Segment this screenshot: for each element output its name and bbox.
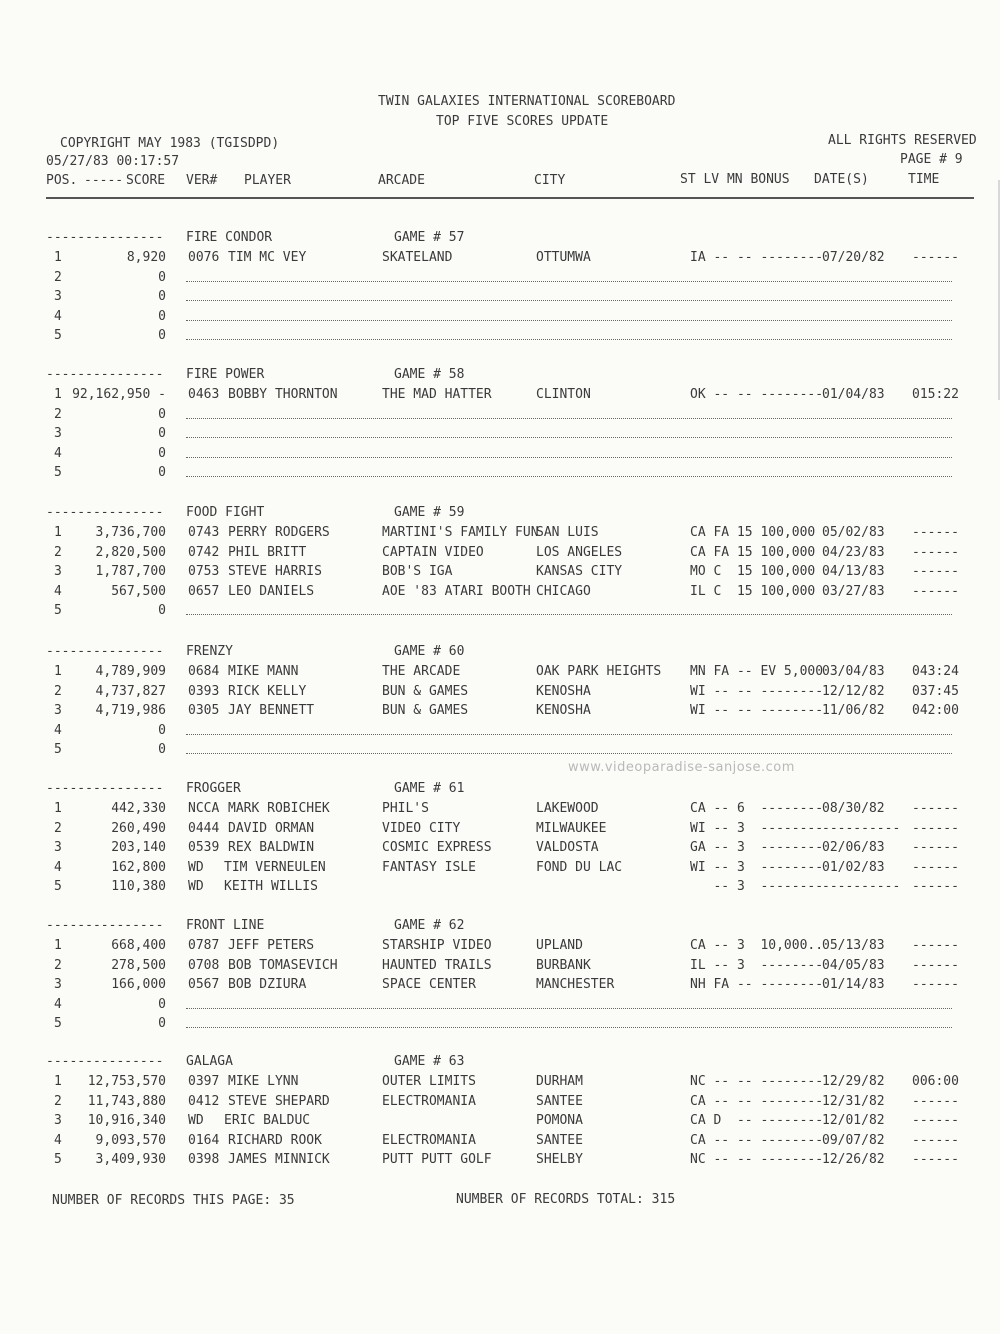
empty-row-leader bbox=[186, 1008, 952, 1009]
row-version: 0076 bbox=[188, 250, 220, 265]
row-city: CLINTON bbox=[536, 387, 591, 402]
row-time: ------ bbox=[912, 564, 959, 579]
section-dashes: --------------- bbox=[46, 230, 164, 245]
row-arcade: ELECTROMANIA bbox=[382, 1133, 476, 1148]
row-score: 0 bbox=[158, 446, 166, 461]
row-city: MANCHESTER bbox=[536, 977, 615, 992]
col-score: SCORE bbox=[126, 173, 166, 188]
records-this-page: NUMBER OF RECORDS THIS PAGE: 35 bbox=[52, 1193, 295, 1208]
row-time: 042:00 bbox=[912, 703, 959, 718]
row-time: ------ bbox=[912, 977, 959, 992]
row-time: 037:45 bbox=[912, 684, 959, 699]
row-arcade: ELECTROMANIA bbox=[382, 1094, 476, 1109]
row-player: BOB TOMASEVICH bbox=[228, 958, 338, 973]
row-state-level-bonus: IA -- -- -------- bbox=[690, 250, 824, 265]
report-title: TWIN GALAXIES INTERNATIONAL SCOREBOARD bbox=[378, 94, 676, 109]
empty-row-leader bbox=[186, 1027, 952, 1028]
row-position: 1 bbox=[54, 250, 62, 265]
row-date: 09/07/82 bbox=[822, 1133, 885, 1148]
row-position: 1 bbox=[54, 664, 62, 679]
row-score: 0 bbox=[158, 426, 166, 441]
row-position: 3 bbox=[54, 426, 62, 441]
row-score: 4,737,827 bbox=[95, 684, 166, 699]
row-state-level-bonus: MN FA -- EV 5,000 bbox=[690, 664, 824, 679]
col-pos: POS. bbox=[46, 173, 78, 188]
row-position: 4 bbox=[54, 446, 62, 461]
row-date: 12/01/82 bbox=[822, 1113, 885, 1128]
row-score: 0 bbox=[158, 309, 166, 324]
row-date: 12/12/82 bbox=[822, 684, 885, 699]
row-version: 0412 bbox=[188, 1094, 220, 1109]
row-date: 02/06/83 bbox=[822, 840, 885, 855]
row-version: 0753 bbox=[188, 564, 220, 579]
row-position: 2 bbox=[54, 270, 62, 285]
section-dashes: --------------- bbox=[46, 1054, 164, 1069]
row-position: 4 bbox=[54, 860, 62, 875]
row-arcade: BUN & GAMES bbox=[382, 684, 469, 699]
row-score: 0 bbox=[158, 465, 166, 480]
row-arcade: THE MAD HATTER bbox=[382, 387, 492, 402]
row-date: 12/31/82 bbox=[822, 1094, 885, 1109]
empty-row-leader bbox=[186, 300, 952, 301]
row-state-level-bonus: CA D -- -------- bbox=[690, 1113, 824, 1128]
row-arcade: OUTER LIMITS bbox=[382, 1074, 476, 1089]
row-score: 10,916,340 bbox=[87, 1113, 166, 1128]
row-position: 2 bbox=[54, 1094, 62, 1109]
row-date: ---------- bbox=[822, 821, 901, 836]
row-date: 04/23/83 bbox=[822, 545, 885, 560]
row-time: ------ bbox=[912, 250, 959, 265]
row-version: 0393 bbox=[188, 684, 220, 699]
row-time: ------ bbox=[912, 879, 959, 894]
row-position: 3 bbox=[54, 977, 62, 992]
row-score: 0 bbox=[158, 289, 166, 304]
section-dashes: --------------- bbox=[46, 505, 164, 520]
col-arcade: ARCADE bbox=[378, 173, 425, 188]
empty-row-leader bbox=[186, 734, 952, 735]
row-position: 2 bbox=[54, 958, 62, 973]
row-state-level-bonus: CA -- -- -------- bbox=[690, 1094, 824, 1109]
row-position: 1 bbox=[54, 387, 62, 402]
row-score: 0 bbox=[158, 270, 166, 285]
row-player: TIM MC VEY bbox=[228, 250, 307, 265]
row-position: 1 bbox=[54, 938, 62, 953]
row-city: UPLAND bbox=[536, 938, 583, 953]
empty-row-leader bbox=[186, 320, 952, 321]
copyright-line: COPYRIGHT MAY 1983 (TGISDPD) bbox=[60, 136, 280, 151]
empty-row-leader bbox=[186, 339, 952, 340]
row-time: 006:00 bbox=[912, 1074, 959, 1089]
row-time: ------ bbox=[912, 545, 959, 560]
row-position: 5 bbox=[54, 328, 62, 343]
row-version: WD bbox=[188, 860, 204, 875]
row-position: 3 bbox=[54, 840, 62, 855]
row-version: WD bbox=[188, 1113, 204, 1128]
row-position: 4 bbox=[54, 723, 62, 738]
row-score: 0 bbox=[158, 1016, 166, 1031]
row-time: ------ bbox=[912, 1152, 959, 1167]
row-arcade: FANTASY ISLE bbox=[382, 860, 476, 875]
row-player: RICHARD ROOK bbox=[228, 1133, 322, 1148]
game-title: FROGGER bbox=[186, 781, 241, 796]
row-position: 5 bbox=[54, 742, 62, 757]
row-player: RICK KELLY bbox=[228, 684, 307, 699]
row-version: WD bbox=[188, 879, 204, 894]
row-state-level-bonus: MO C 15 100,000 bbox=[690, 564, 816, 579]
row-arcade: BUN & GAMES bbox=[382, 703, 469, 718]
game-number: GAME # 60 bbox=[394, 644, 465, 659]
row-position: 1 bbox=[54, 801, 62, 816]
row-arcade: BOB'S IGA bbox=[382, 564, 453, 579]
row-city: FOND DU LAC bbox=[536, 860, 623, 875]
row-state-level-bonus: WI -- 3 -------- bbox=[690, 821, 824, 836]
row-player: PHIL BRITT bbox=[228, 545, 307, 560]
empty-row-leader bbox=[186, 457, 952, 458]
row-score: 1,787,700 bbox=[95, 564, 166, 579]
row-position: 2 bbox=[54, 545, 62, 560]
row-time: ------ bbox=[912, 1133, 959, 1148]
row-time: 015:22 bbox=[912, 387, 959, 402]
section-dashes: --------------- bbox=[46, 367, 164, 382]
row-state-level-bonus: IL C 15 100,000 bbox=[690, 584, 816, 599]
row-date: 03/27/83 bbox=[822, 584, 885, 599]
row-state-level-bonus: NH FA -- -------- bbox=[690, 977, 824, 992]
row-position: 5 bbox=[54, 1016, 62, 1031]
section-dashes: --------------- bbox=[46, 781, 164, 796]
row-position: 3 bbox=[54, 1113, 62, 1128]
row-arcade: MARTINI'S FAMILY FUN bbox=[382, 525, 539, 540]
row-arcade: AOE '83 ATARI BOOTH bbox=[382, 584, 531, 599]
game-number: GAME # 62 bbox=[394, 918, 465, 933]
row-city: LAKEWOOD bbox=[536, 801, 599, 816]
row-time: ------ bbox=[912, 958, 959, 973]
row-position: 5 bbox=[54, 1152, 62, 1167]
row-player: ERIC BALDUC bbox=[224, 1113, 311, 1128]
game-title: FRENZY bbox=[186, 644, 233, 659]
empty-row-leader bbox=[186, 753, 952, 754]
row-score: 0 bbox=[158, 742, 166, 757]
row-player: LEO DANIELS bbox=[228, 584, 315, 599]
row-city: POMONA bbox=[536, 1113, 583, 1128]
row-date: 04/13/83 bbox=[822, 564, 885, 579]
row-version: 0397 bbox=[188, 1074, 220, 1089]
page-number: PAGE # 9 bbox=[900, 152, 963, 167]
game-title: FRONT LINE bbox=[186, 918, 265, 933]
row-version: 0305 bbox=[188, 703, 220, 718]
row-score: 0 bbox=[158, 328, 166, 343]
row-score: 442,330 bbox=[111, 801, 166, 816]
row-score: 166,000 bbox=[111, 977, 166, 992]
row-version: 0708 bbox=[188, 958, 220, 973]
row-score: 278,500 bbox=[111, 958, 166, 973]
row-player: STEVE SHEPARD bbox=[228, 1094, 330, 1109]
row-city: OTTUMWA bbox=[536, 250, 591, 265]
row-score: 12,753,570 bbox=[87, 1074, 166, 1089]
row-city: DURHAM bbox=[536, 1074, 583, 1089]
row-arcade: HAUNTED TRAILS bbox=[382, 958, 492, 973]
col-dashes: ----- bbox=[84, 173, 124, 188]
row-version: 0463 bbox=[188, 387, 220, 402]
row-state-level-bonus: NC -- -- -------- bbox=[690, 1152, 824, 1167]
row-arcade: PHIL'S bbox=[382, 801, 429, 816]
col-st: ST LV MN BONUS bbox=[680, 172, 790, 187]
row-score: 9,093,570 bbox=[95, 1133, 166, 1148]
row-city: SANTEE bbox=[536, 1133, 583, 1148]
row-position: 1 bbox=[54, 1074, 62, 1089]
col-player: PLAYER bbox=[244, 173, 291, 188]
row-score: 203,140 bbox=[111, 840, 166, 855]
row-date: 07/20/82 bbox=[822, 250, 885, 265]
row-city: KANSAS CITY bbox=[536, 564, 623, 579]
row-position: 2 bbox=[54, 407, 62, 422]
row-time: ------ bbox=[912, 860, 959, 875]
section-dashes: --------------- bbox=[46, 644, 164, 659]
row-version: 0742 bbox=[188, 545, 220, 560]
row-state-level-bonus: WI -- -- -------- bbox=[690, 703, 824, 718]
row-position: 2 bbox=[54, 821, 62, 836]
row-position: 5 bbox=[54, 879, 62, 894]
row-state-level-bonus: IL -- 3 -------- bbox=[690, 958, 824, 973]
col-time: TIME bbox=[908, 172, 940, 187]
row-version: 0164 bbox=[188, 1133, 220, 1148]
row-position: 4 bbox=[54, 1133, 62, 1148]
row-score: 668,400 bbox=[111, 938, 166, 953]
game-number: GAME # 57 bbox=[394, 230, 465, 245]
row-state-level-bonus: OK -- -- -------- bbox=[690, 387, 824, 402]
row-player: BOB DZIURA bbox=[228, 977, 307, 992]
row-player: JEFF PETERS bbox=[228, 938, 315, 953]
empty-row-leader bbox=[186, 614, 952, 615]
row-time: 043:24 bbox=[912, 664, 959, 679]
row-date: 08/30/82 bbox=[822, 801, 885, 816]
empty-row-leader bbox=[186, 476, 952, 477]
watermark: www.videoparadise-sanjose.com bbox=[568, 760, 795, 775]
row-city: CHICAGO bbox=[536, 584, 591, 599]
row-position: 4 bbox=[54, 309, 62, 324]
game-number: GAME # 63 bbox=[394, 1054, 465, 1069]
row-position: 5 bbox=[54, 603, 62, 618]
row-date: 01/04/83 bbox=[822, 387, 885, 402]
row-date: 04/05/83 bbox=[822, 958, 885, 973]
row-date: 11/06/82 bbox=[822, 703, 885, 718]
row-state-level-bonus: CA FA 15 100,000 bbox=[690, 545, 816, 560]
row-city: BURBANK bbox=[536, 958, 591, 973]
row-score: 110,380 bbox=[111, 879, 166, 894]
row-player: MARK ROBICHEK bbox=[228, 801, 330, 816]
col-city: CITY bbox=[534, 173, 566, 188]
row-city: SAN LUIS bbox=[536, 525, 599, 540]
row-version: 0684 bbox=[188, 664, 220, 679]
header-rule bbox=[46, 197, 974, 199]
row-score: 0 bbox=[158, 997, 166, 1012]
row-date: 05/02/83 bbox=[822, 525, 885, 540]
row-time: ------ bbox=[912, 840, 959, 855]
row-version: 0657 bbox=[188, 584, 220, 599]
row-position: 3 bbox=[54, 289, 62, 304]
row-city: VALDOSTA bbox=[536, 840, 599, 855]
row-player: JAY BENNETT bbox=[228, 703, 315, 718]
row-time: ------ bbox=[912, 584, 959, 599]
row-version: 0398 bbox=[188, 1152, 220, 1167]
game-number: GAME # 61 bbox=[394, 781, 465, 796]
row-state-level-bonus: NC -- -- -------- bbox=[690, 1074, 824, 1089]
row-arcade: CAPTAIN VIDEO bbox=[382, 545, 484, 560]
row-position: 1 bbox=[54, 525, 62, 540]
row-arcade: SPACE CENTER bbox=[382, 977, 476, 992]
row-score: 8,920 bbox=[126, 250, 166, 265]
row-city: KENOSHA bbox=[536, 684, 591, 699]
row-date: 01/02/83 bbox=[822, 860, 885, 875]
row-city: LOS ANGELES bbox=[536, 545, 623, 560]
row-state-level-bonus: GA -- 3 -------- bbox=[690, 840, 824, 855]
row-score: 2,820,500 bbox=[95, 545, 166, 560]
game-number: GAME # 58 bbox=[394, 367, 465, 382]
row-city: SANTEE bbox=[536, 1094, 583, 1109]
row-player: TIM VERNEULEN bbox=[224, 860, 326, 875]
row-date: 12/29/82 bbox=[822, 1074, 885, 1089]
row-player: BOBBY THORNTON bbox=[228, 387, 338, 402]
row-score: 92,162,950 - bbox=[72, 387, 166, 402]
row-arcade: STARSHIP VIDEO bbox=[382, 938, 492, 953]
row-position: 2 bbox=[54, 684, 62, 699]
row-state-level-bonus: WI -- 3 -------- bbox=[690, 860, 824, 875]
row-score: 567,500 bbox=[111, 584, 166, 599]
col-date: DATE(S) bbox=[814, 172, 869, 187]
row-time: ------ bbox=[912, 1113, 959, 1128]
row-date: 03/04/83 bbox=[822, 664, 885, 679]
row-player: KEITH WILLIS bbox=[224, 879, 318, 894]
empty-row-leader bbox=[186, 281, 952, 282]
row-player: REX BALDWIN bbox=[228, 840, 315, 855]
row-time: ------ bbox=[912, 821, 959, 836]
row-time: ------ bbox=[912, 801, 959, 816]
row-state-level-bonus: CA -- -- -------- bbox=[690, 1133, 824, 1148]
game-title: FIRE CONDOR bbox=[186, 230, 273, 245]
records-total: NUMBER OF RECORDS TOTAL: 315 bbox=[456, 1192, 676, 1207]
game-title: FOOD FIGHT bbox=[186, 505, 265, 520]
row-time: ------ bbox=[912, 938, 959, 953]
row-player: MIKE MANN bbox=[228, 664, 299, 679]
row-player: MIKE LYNN bbox=[228, 1074, 299, 1089]
empty-row-leader bbox=[186, 418, 952, 419]
row-position: 3 bbox=[54, 703, 62, 718]
row-score: 4,789,909 bbox=[95, 664, 166, 679]
row-score: 0 bbox=[158, 603, 166, 618]
row-date: 05/13/83 bbox=[822, 938, 885, 953]
row-state-level-bonus: CA -- 6 -------- bbox=[690, 801, 824, 816]
row-state-level-bonus: -- 3 -------- bbox=[690, 879, 824, 894]
row-arcade: PUTT PUTT GOLF bbox=[382, 1152, 492, 1167]
col-ver: VER# bbox=[186, 173, 218, 188]
row-score: 3,409,930 bbox=[95, 1152, 166, 1167]
row-player: DAVID ORMAN bbox=[228, 821, 315, 836]
row-score: 3,736,700 bbox=[95, 525, 166, 540]
row-time: ------ bbox=[912, 1094, 959, 1109]
row-date: 01/14/83 bbox=[822, 977, 885, 992]
row-version: 0787 bbox=[188, 938, 220, 953]
row-score: 4,719,986 bbox=[95, 703, 166, 718]
row-date: 12/26/82 bbox=[822, 1152, 885, 1167]
row-score: 11,743,880 bbox=[87, 1094, 166, 1109]
row-state-level-bonus: CA -- 3 10,000.. bbox=[690, 938, 824, 953]
row-version: 0444 bbox=[188, 821, 220, 836]
row-state-level-bonus: WI -- -- -------- bbox=[690, 684, 824, 699]
empty-row-leader bbox=[186, 437, 952, 438]
row-city: SHELBY bbox=[536, 1152, 583, 1167]
timestamp: 05/27/83 00:17:57 bbox=[46, 154, 180, 169]
row-player: JAMES MINNICK bbox=[228, 1152, 330, 1167]
row-version: 0567 bbox=[188, 977, 220, 992]
rights-reserved: ALL RIGHTS RESERVED bbox=[828, 133, 977, 148]
row-player: STEVE HARRIS bbox=[228, 564, 322, 579]
row-version: 0743 bbox=[188, 525, 220, 540]
row-city: MILWAUKEE bbox=[536, 821, 607, 836]
row-player: PERRY RODGERS bbox=[228, 525, 330, 540]
game-title: FIRE POWER bbox=[186, 367, 265, 382]
row-position: 5 bbox=[54, 465, 62, 480]
game-title: GALAGA bbox=[186, 1054, 233, 1069]
report-subtitle: TOP FIVE SCORES UPDATE bbox=[436, 114, 609, 129]
row-position: 4 bbox=[54, 584, 62, 599]
game-number: GAME # 59 bbox=[394, 505, 465, 520]
row-arcade: THE ARCADE bbox=[382, 664, 461, 679]
row-position: 3 bbox=[54, 564, 62, 579]
row-arcade: COSMIC EXPRESS bbox=[382, 840, 492, 855]
row-score: 162,800 bbox=[111, 860, 166, 875]
row-state-level-bonus: CA FA 15 100,000 bbox=[690, 525, 816, 540]
row-arcade: VIDEO CITY bbox=[382, 821, 461, 836]
row-time: ------ bbox=[912, 525, 959, 540]
row-arcade: SKATELAND bbox=[382, 250, 453, 265]
row-score: 260,490 bbox=[111, 821, 166, 836]
section-dashes: --------------- bbox=[46, 918, 164, 933]
row-version: NCCA bbox=[188, 801, 220, 816]
row-date: ---------- bbox=[822, 879, 901, 894]
row-city: OAK PARK HEIGHTS bbox=[536, 664, 662, 679]
row-score: 0 bbox=[158, 723, 166, 738]
row-version: 0539 bbox=[188, 840, 220, 855]
row-position: 4 bbox=[54, 997, 62, 1012]
row-score: 0 bbox=[158, 407, 166, 422]
row-city: KENOSHA bbox=[536, 703, 591, 718]
